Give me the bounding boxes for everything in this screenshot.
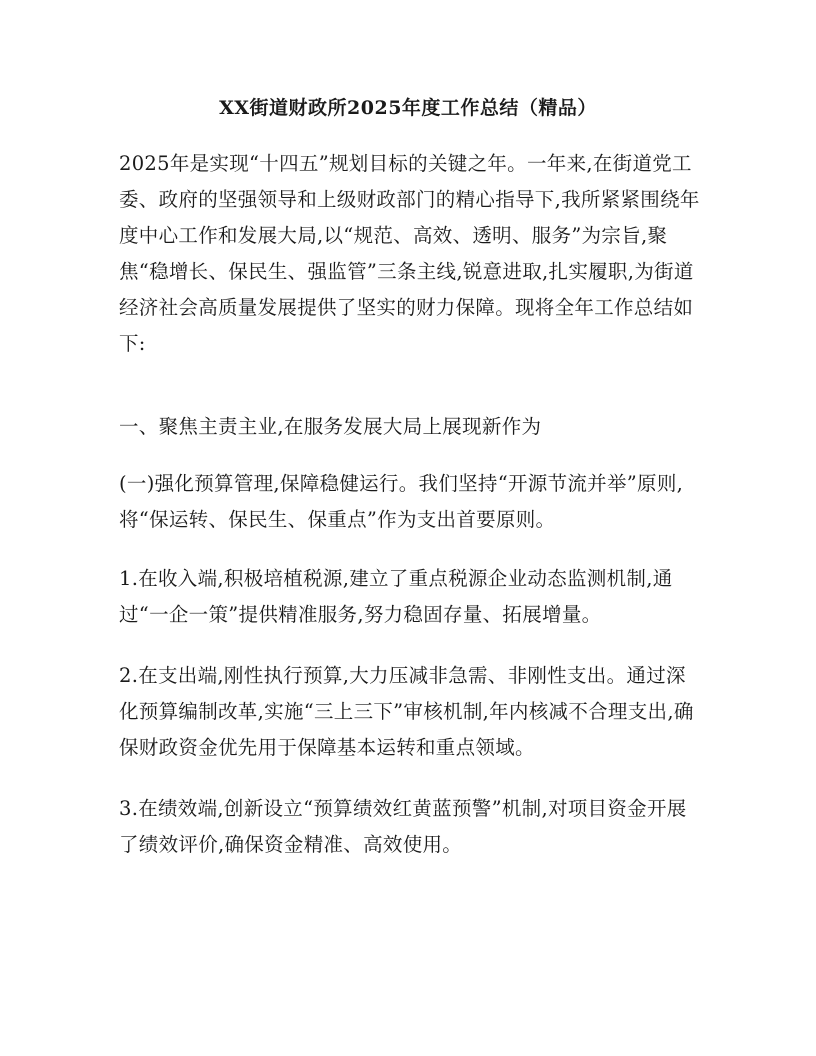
intro-paragraph: 2025年是实现“十四五”规划目标的关键之年。一年来,在街道党工委、政府的坚强领导和上级财政部门的精心指导下,我所紧紧围绕年度中心工作和发展大局,以“规范、高效、透明、服务”为宗旨,聚焦“稳增长、保民生、强监管”三条主线,锐意进取,扎实履职,为街道经济社会高质量发展提供了坚实的财力保障。现将全年工作总结如下: <box>119 152 700 355</box>
list-item-expenditure: 2.在支出端,刚性执行预算,大力压减非急需、非刚性支出。通过深化预算编制改革,实施“三上三下”审核机制,年内核减不合理支出,确保财政资金优先用于保障基本运转和重点领域。 <box>119 664 694 759</box>
document-title: XX街道财政所2025年度工作总结（精品） <box>219 97 597 119</box>
list-item-performance: 3.在绩效端,创新设立“预算绩效红黄蓝预警”机制,对项目资金开展了绩效评价,确保资金精准、高效使用。 <box>119 797 687 856</box>
subsection-paragraph-1: (一)强化预算管理,保障稳健运行。我们坚持“开源节流并举”原则,将“保运转、保民生、保重点”作为支出首要原则。 <box>119 472 684 531</box>
list-item-revenue: 1.在收入端,积极培植税源,建立了重点税源企业动态监测机制,通过“一企一策”提供精准服务,努力稳固存量、拓展增量。 <box>119 567 673 626</box>
section-heading-1: 一、聚焦主责主业,在服务发展大局上展现新作为 <box>119 415 542 438</box>
